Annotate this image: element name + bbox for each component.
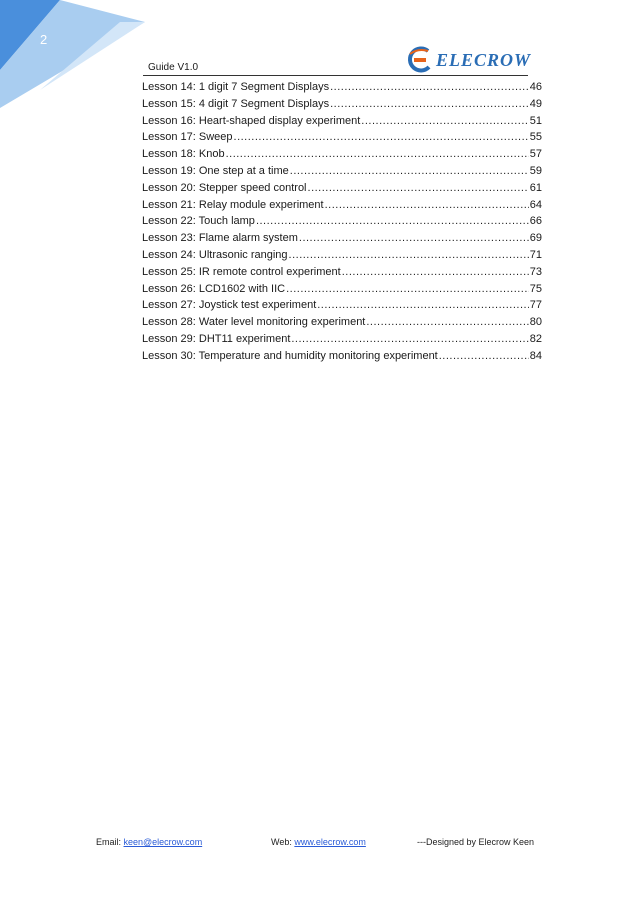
toc-entry-page: 64 <box>529 198 542 211</box>
toc-leader-dots <box>330 79 529 96</box>
toc-leader-dots <box>366 314 528 331</box>
toc-leader-dots <box>361 113 528 130</box>
toc-leader-dots <box>289 247 529 264</box>
toc-entry[interactable] <box>142 247 542 264</box>
web-label: Web: <box>271 837 295 847</box>
toc-leader-dots <box>325 197 529 214</box>
toc-leader-dots <box>234 129 529 146</box>
toc-entry-page: 82 <box>529 332 542 345</box>
toc-leader-dots <box>439 348 529 365</box>
toc-entry[interactable] <box>142 230 542 247</box>
toc-entry-page: 80 <box>529 316 542 329</box>
toc-entry-page: 84 <box>529 349 542 362</box>
toc-leader-dots <box>299 230 529 247</box>
toc-entry-page: 73 <box>529 265 542 278</box>
toc-entry[interactable] <box>142 79 542 96</box>
toc-entry-page: 71 <box>529 248 542 261</box>
toc-entry[interactable] <box>142 348 542 365</box>
toc-entry[interactable] <box>142 113 542 130</box>
toc-entry[interactable] <box>142 163 542 180</box>
toc-leader-dots <box>342 264 529 281</box>
toc-entry-title: Lesson 18: Knob <box>142 148 225 161</box>
toc-leader-dots <box>290 163 529 180</box>
toc-entry-title: Lesson 17: Sweep <box>142 131 233 144</box>
toc-leader-dots <box>291 331 528 348</box>
toc-entry-title: Lesson 24: Ultrasonic ranging <box>142 248 288 261</box>
toc-entry-page: 46 <box>529 81 542 93</box>
toc-entry[interactable] <box>142 331 542 348</box>
toc-entry-title: Lesson 21: Relay module experiment <box>142 198 324 211</box>
toc-entry-page: 55 <box>529 131 542 144</box>
web-link[interactable]: www.elecrow.com <box>294 837 366 847</box>
toc-entry-title: Lesson 30: Temperature and humidity monitoring experiment <box>142 349 438 362</box>
toc-entry[interactable] <box>142 281 542 298</box>
toc-entry[interactable] <box>142 297 542 314</box>
toc-leader-dots <box>256 213 529 230</box>
toc-entry[interactable] <box>142 129 542 146</box>
corner-decoration <box>0 0 160 110</box>
footer-web <box>271 837 366 847</box>
designed-prefix: ---Designed by <box>417 837 479 847</box>
toc-leader-dots <box>308 180 529 197</box>
table-of-contents <box>142 79 542 365</box>
toc-entry-title: Lesson 28: Water level monitoring experiment <box>142 316 366 329</box>
page-number: 2 <box>40 32 48 47</box>
toc-entry-page: 77 <box>529 299 542 312</box>
email-label: Email: <box>96 837 124 847</box>
toc-entry-page: 69 <box>529 232 542 245</box>
logo-text: ELECROW <box>436 49 532 70</box>
toc-leader-dots <box>317 297 529 314</box>
toc-leader-dots <box>226 146 529 163</box>
toc-entry-title: Lesson 15: 4 digit 7 Segment Displays <box>142 97 330 110</box>
toc-entry[interactable] <box>142 180 542 197</box>
toc-entry[interactable] <box>142 314 542 331</box>
toc-entry[interactable] <box>142 96 542 113</box>
footer-email <box>96 837 202 847</box>
footer-designed-by <box>417 837 534 847</box>
toc-entry-title: Lesson 25: IR remote control experiment <box>142 265 341 278</box>
elecrow-logo-icon <box>404 45 434 75</box>
guide-version-label: Guide V1.0 <box>148 62 199 73</box>
toc-leader-dots <box>330 96 529 113</box>
toc-entry-title: Lesson 29: DHT11 experiment <box>142 332 291 345</box>
toc-entry-page: 51 <box>529 114 542 127</box>
toc-entry-page: 75 <box>529 282 542 295</box>
toc-entry[interactable] <box>142 146 542 163</box>
toc-entry-title: Lesson 27: Joystick test experiment <box>142 299 317 312</box>
toc-entry[interactable] <box>142 213 542 230</box>
toc-entry-title: Lesson 16: Heart-shaped display experiment <box>142 114 361 127</box>
toc-entry-page: 61 <box>529 181 542 194</box>
toc-entry[interactable] <box>142 197 542 214</box>
toc-leader-dots <box>286 281 529 298</box>
toc-entry-title: Lesson 20: Stepper speed control <box>142 181 307 194</box>
toc-entry-title: Lesson 23: Flame alarm system <box>142 232 298 245</box>
toc-entry-page: 66 <box>529 215 542 228</box>
toc-entry-page: 59 <box>529 164 542 177</box>
toc-entry[interactable] <box>142 264 542 281</box>
toc-entry-title: Lesson 14: 1 digit 7 Segment Displays <box>142 81 330 93</box>
toc-entry-title: Lesson 19: One step at a time <box>142 164 289 177</box>
toc-entry-page: 49 <box>529 97 542 110</box>
elecrow-logo <box>404 44 531 76</box>
toc-entry-title: Lesson 22: Touch lamp <box>142 215 255 228</box>
toc-entry-page: 57 <box>529 148 542 161</box>
email-link[interactable]: keen@elecrow.com <box>123 837 203 847</box>
toc-entry-title: Lesson 26: LCD1602 with IIC <box>142 282 286 295</box>
designed-name: Elecrow Keen <box>478 837 535 847</box>
